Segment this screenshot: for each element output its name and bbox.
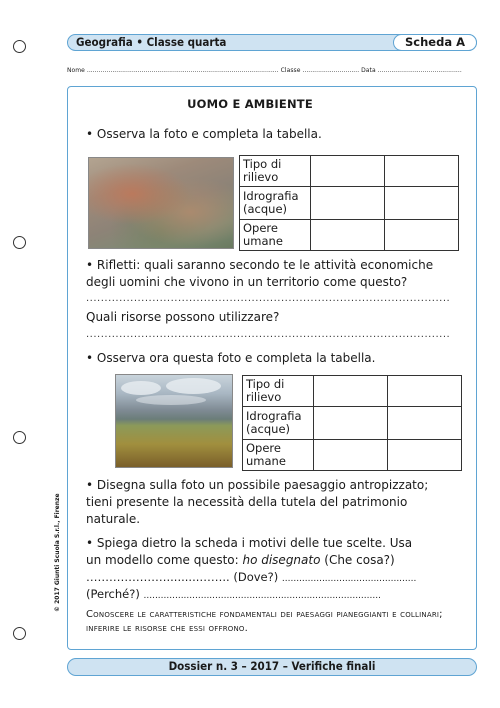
question-3-line4: (Perché?) ...................................................................................	[86, 587, 381, 601]
classe-field[interactable]: .............................	[302, 67, 360, 74]
question-3-line1: • Spiega dietro la scheda i motivi delle tue scelte. Usa	[86, 536, 413, 550]
page-title: UOMO E AMBIENTE	[187, 97, 313, 111]
table-cell[interactable]	[388, 407, 462, 440]
table-cell[interactable]	[314, 440, 388, 471]
table-1	[239, 155, 459, 251]
binder-hole	[13, 236, 26, 249]
nome-label: Nome	[67, 67, 85, 74]
table-cell[interactable]	[314, 407, 388, 440]
subject-title: Geografia • Classe quarta	[76, 35, 227, 49]
aerial-city-photo	[88, 157, 234, 249]
row-label: Opere umane	[240, 220, 311, 251]
table-cell[interactable]	[311, 156, 385, 187]
table-2	[242, 375, 462, 471]
learning-objective: Conoscere le caratteristiche fondamentali dei paesaggi pianeggianti e collinari; inferire le risorse che essi offrono.	[86, 609, 443, 634]
row-label: Idrografia (acque)	[240, 187, 311, 220]
row-label: Tipo di rilievo	[243, 376, 314, 407]
data-label: Data	[361, 67, 376, 74]
footer-bar: Dossier n. 3 – 2017 – Verifiche finali	[67, 658, 477, 676]
question-2-line1: • Disegna sulla foto un possibile paesaggio antropizzato;	[86, 478, 429, 492]
data-field[interactable]: ...........................................	[377, 67, 462, 74]
binder-hole	[13, 431, 26, 444]
table-cell[interactable]	[385, 187, 459, 220]
table-cell[interactable]	[314, 376, 388, 407]
question-1-line2: degli uomini che vivono in un territorio come questo?	[86, 275, 408, 289]
table-cell[interactable]	[385, 220, 459, 251]
table-cell[interactable]	[311, 220, 385, 251]
binder-hole	[13, 627, 26, 640]
classe-label: Classe	[280, 67, 301, 74]
row-label: Tipo di rilievo	[240, 156, 311, 187]
question-1-line1: • Rifletti: quali saranno secondo te le attività economiche	[86, 258, 434, 272]
question-3-line3: ………………….........…….. (Dove?) ...............................................	[86, 570, 417, 584]
table-cell[interactable]	[388, 376, 462, 407]
table-cell[interactable]	[311, 187, 385, 220]
hills-landscape-photo	[115, 374, 233, 468]
answer-line[interactable]: ...................................................................................	[143, 591, 381, 601]
binder-hole	[13, 40, 26, 53]
question-3-line2: un modello come questo: ho disegnato (Che cosa?)	[86, 553, 395, 567]
name-line	[67, 67, 477, 74]
scheda-label: Scheda A	[393, 34, 477, 51]
nome-field[interactable]: ..................................................................................................	[86, 67, 279, 74]
table-cell[interactable]	[388, 440, 462, 471]
answer-line[interactable]: ...................................................................................................	[86, 329, 451, 340]
question-1-line3: Quali risorse possono utilizzare?	[86, 310, 280, 324]
table-cell[interactable]	[385, 156, 459, 187]
copyright: © 2017 Giunti Scuola S.r.l., Firenze	[54, 493, 61, 612]
answer-line[interactable]: ...................................................................................................	[86, 293, 451, 304]
answer-line[interactable]: ...............................................	[281, 574, 417, 584]
instruction-1: • Osserva la foto e completa la tabella.	[86, 127, 322, 141]
row-label: Idrografia (acque)	[243, 407, 314, 440]
instruction-2: • Osserva ora questa foto e completa la tabella.	[86, 351, 376, 365]
answer-line[interactable]: ………………….........……..	[86, 570, 230, 584]
header-bar	[67, 34, 477, 51]
question-2-line3: naturale.	[86, 512, 141, 526]
question-2-line2: tieni presente la necessità della tutela del patrimonio	[86, 495, 408, 509]
row-label: Opere umane	[243, 440, 314, 471]
